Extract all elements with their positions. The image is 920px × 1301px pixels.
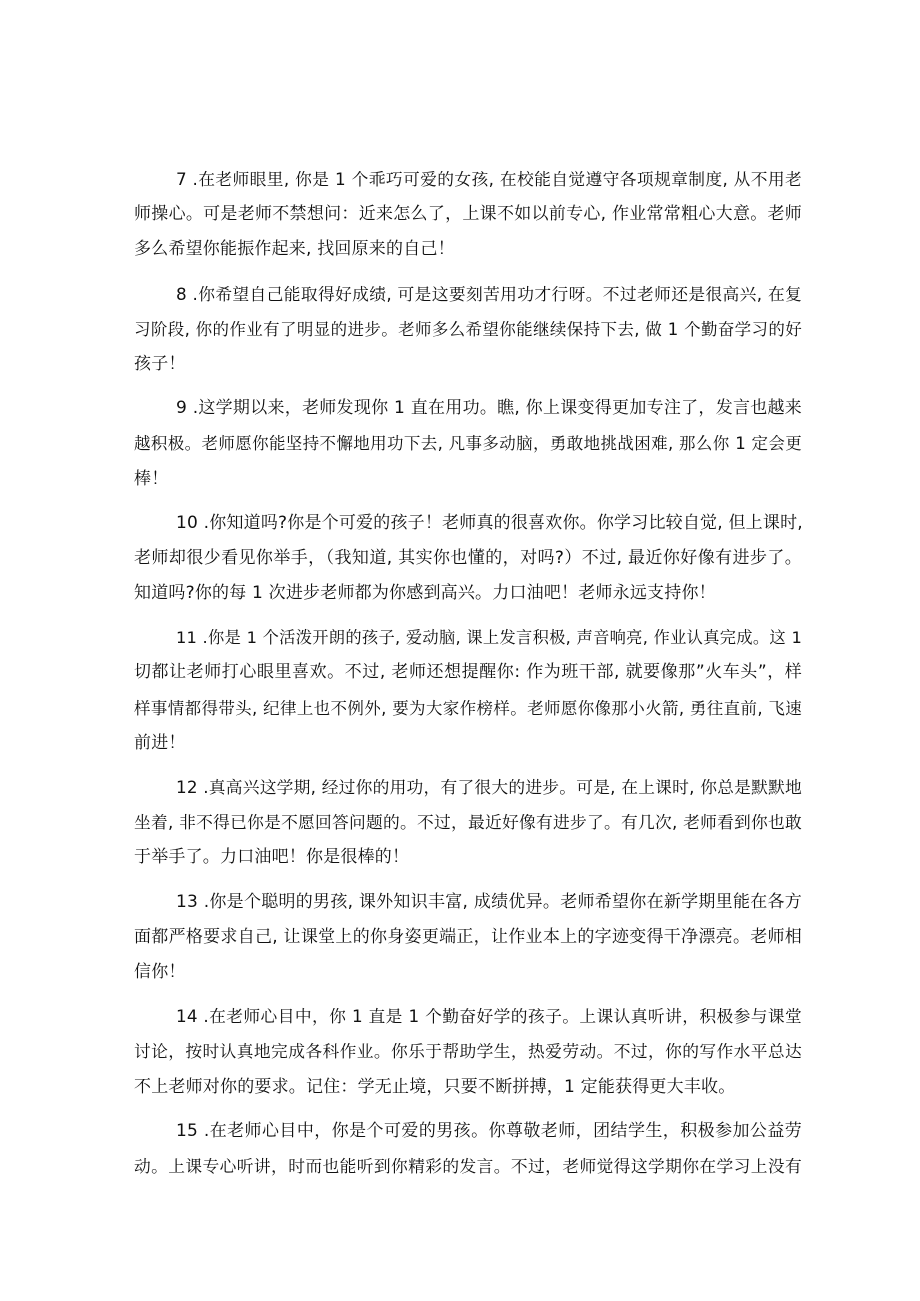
- comment-paragraph-7: [134, 162, 802, 268]
- comment-paragraph-12: [134, 770, 802, 876]
- paragraph-line: 面都严格要求自己, 让课堂上的你身姿更端正，让作业本上的字迹变得干净漂亮。老师相: [134, 926, 802, 947]
- paragraph-line: 7 .在老师眼里, 你是 1 个乖巧可爱的女孩, 在校能自觉遵守各项规章制度, 从不用老: [176, 169, 802, 189]
- paragraph-line: 孩子！: [134, 353, 186, 374]
- paragraph-line: 切都让老师打心眼里喜欢。不过, 老师还想提醒你: 作为班干部, 就要像那”火车头”，样: [134, 662, 802, 683]
- comment-paragraph-13: [134, 885, 802, 991]
- paragraph-line: 样事情都得带头, 纪律上也不例外, 要为大家作榜样。老师愿你像那小火箭, 勇往直前, 飞速: [134, 698, 802, 718]
- paragraph-line: 10 .你知道吗?你是个可爱的孩子！老师真的很喜欢你。你学习比较自觉, 但上课时,: [176, 512, 803, 533]
- paragraph-line: 坐着, 非不得已你是不愿回答问题的。不过，最近好像有进步了。有几次, 老师看到你也敢: [134, 812, 802, 833]
- paragraph-line: 多么希望你能振作起来, 找回原来的自己！: [134, 239, 455, 260]
- paragraph-line: 棒！: [134, 468, 169, 489]
- paragraph-line: 动。上课专心听讲，时而也能听到你精彩的发言。不过，老师觉得这学期你在学习上没有: [134, 1155, 802, 1176]
- paragraph-line: 14 .在老师心目中，你 1 直是 1 个勤奋好学的孩子。上课认真听讲，积极参与课堂: [176, 1006, 802, 1027]
- paragraph-line: 于举手了。力口油吧！你是很棒的！: [134, 847, 410, 868]
- paragraph-line: 11 .你是 1 个活泼开朗的孩子, 爱动脑, 课上发言积极, 声音响亮, 作业认真完成。这 1: [176, 628, 802, 648]
- comment-paragraph-11: [134, 620, 802, 761]
- comment-paragraph-8: [134, 277, 802, 383]
- comment-paragraph-15: [134, 1114, 802, 1184]
- paragraph-line: 师操心。可是老师不禁想问：近来怎么了，上课不如以前专心, 作业常常粗心大意。老师: [134, 204, 802, 225]
- paragraph-line: 前进！: [134, 732, 186, 753]
- paragraph-line: 习阶段, 你的作业有了明显的进步。老师多么希望你能继续保持下去, 做 1 个勤奋学习的好: [134, 319, 802, 339]
- paragraph-line: 越积极。老师愿你能坚持不懈地用功下去, 凡事多动脑，勇敢地挑战困难, 那么你 1 定会更: [134, 434, 802, 454]
- comment-paragraph-14: [134, 999, 802, 1105]
- paragraph-line: 13 .你是个聪明的男孩, 课外知识丰富, 成绩优异。老师希望你在新学期里能在各方: [176, 891, 802, 912]
- paragraph-line: 9 .这学期以来，老师发现你 1 直在用功。瞧, 你上课变得更加专注了，发言也越来: [176, 398, 802, 419]
- document-body: [134, 162, 802, 1193]
- paragraph-line: 信你！: [134, 961, 186, 982]
- paragraph-line: 15 .在老师心目中，你是个可爱的男孩。你尊敬老师，团结学生，积极参加公益劳: [176, 1120, 802, 1141]
- paragraph-line: 8 .你希望自己能取得好成绩, 可是这要刻苦用功才行呀。不过老师还是很高兴, 在复: [176, 283, 802, 304]
- paragraph-line: 知道吗?你的每 1 次进步老师都为你感到高兴。力口油吧！老师永远支持你！: [134, 583, 716, 604]
- paragraph-line: 讨论，按时认真地完成各科作业。你乐于帮助学生，热爱劳动。不过，你的写作水平总达: [134, 1041, 802, 1062]
- paragraph-line: 12 .真高兴这学期, 经过你的用功，有了很大的进步。可是, 在上课时, 你总是默默地: [176, 777, 802, 797]
- paragraph-line: 老师却很少看见你举手，（我知道, 其实你也懂的，对吗?）不过, 最近你好像有进步了。: [134, 547, 802, 568]
- comment-paragraph-10: [134, 506, 802, 612]
- comment-paragraph-9: [134, 391, 802, 497]
- paragraph-line: 不上老师对你的要求。记住：学无止境，只要不断拼搏，1 定能获得更大丰收。: [134, 1076, 736, 1097]
